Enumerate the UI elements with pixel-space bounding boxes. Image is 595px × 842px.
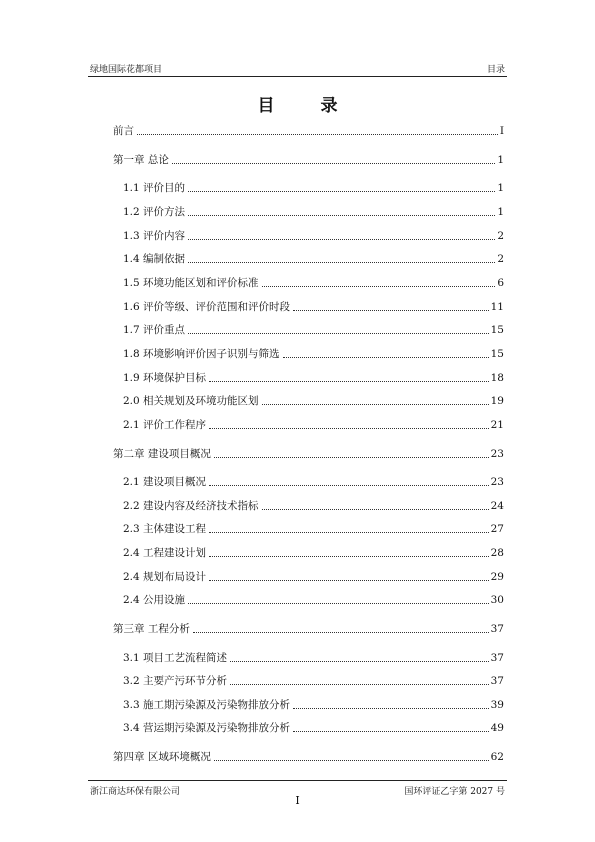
toc-section-entry[interactable] bbox=[123, 674, 504, 688]
toc-chapter-entry[interactable] bbox=[113, 447, 504, 461]
toc-section-entry[interactable] bbox=[123, 323, 504, 337]
toc-entry-title: 2.4 公用设施 bbox=[123, 594, 186, 606]
toc-entry-title: 2.4 规划布局设计 bbox=[123, 571, 207, 583]
toc-entry-title: 1.3 评价内容 bbox=[123, 230, 186, 242]
toc-page-number: 15 bbox=[490, 324, 504, 336]
toc-dot-leader bbox=[188, 215, 495, 216]
toc-entry-title: 2.2 建设内容及经济技术指标 bbox=[123, 500, 259, 512]
toc-dot-leader bbox=[262, 286, 496, 287]
toc-page-number: 18 bbox=[490, 372, 504, 384]
toc-page-number: 24 bbox=[490, 500, 504, 512]
toc-section-entry[interactable] bbox=[123, 347, 504, 361]
toc-dot-leader bbox=[283, 357, 489, 358]
toc-entry-title: 1.8 环境影响评价因子识别与筛选 bbox=[123, 348, 280, 360]
toc-dot-leader bbox=[188, 262, 495, 263]
toc-page-number: 27 bbox=[490, 523, 504, 535]
toc-page-number: 23 bbox=[490, 476, 504, 488]
toc-entry-title: 3.2 主要产污环节分析 bbox=[123, 675, 228, 687]
toc-section-entry[interactable] bbox=[123, 651, 504, 665]
toc-entry-title: 3.4 营运期污染源及污染物排放分析 bbox=[123, 722, 291, 734]
toc-page-number: 39 bbox=[490, 699, 504, 711]
toc-entry-title: 前言 bbox=[113, 125, 134, 137]
toc-page-number: 2 bbox=[497, 230, 504, 242]
toc-dot-leader bbox=[172, 163, 495, 164]
toc-section-entry[interactable] bbox=[123, 181, 504, 195]
toc-page-number: 30 bbox=[490, 594, 504, 606]
toc-page-number: 28 bbox=[490, 547, 504, 559]
toc-dot-leader bbox=[230, 661, 489, 662]
toc-section-entry[interactable] bbox=[123, 570, 504, 584]
toc-page-number: 62 bbox=[490, 751, 504, 763]
toc-page-number: 6 bbox=[497, 277, 504, 289]
toc-dot-leader bbox=[214, 760, 489, 761]
toc-page-number: 21 bbox=[490, 419, 504, 431]
toc-entry-title: 1.1 评价目的 bbox=[123, 182, 186, 194]
toc-section-entry[interactable] bbox=[123, 522, 504, 536]
toc-page-number: 15 bbox=[490, 348, 504, 360]
toc-dot-leader bbox=[188, 333, 489, 334]
footer-company-name: 浙江商达环保有限公司 bbox=[90, 787, 181, 797]
toc-page-number: 1 bbox=[497, 206, 504, 218]
toc-entry-title: 1.6 评价等级、评价范围和评价时段 bbox=[123, 301, 291, 313]
toc-section-entry[interactable] bbox=[123, 276, 504, 290]
toc-entry-title: 第一章 总论 bbox=[113, 154, 169, 166]
header-project-name: 绿地国际花都项目 bbox=[90, 65, 163, 75]
toc-section-entry[interactable] bbox=[123, 394, 504, 408]
toc-section-entry[interactable] bbox=[123, 546, 504, 560]
toc-dot-leader bbox=[293, 731, 489, 732]
toc-entry-title: 第四章 区域环境概况 bbox=[113, 751, 211, 763]
toc-dot-leader bbox=[262, 509, 489, 510]
toc-dot-leader bbox=[230, 684, 489, 685]
toc-dot-leader bbox=[188, 239, 495, 240]
toc-section-entry[interactable] bbox=[123, 300, 504, 314]
toc-dot-leader bbox=[209, 381, 489, 382]
toc-page-number: 1 bbox=[497, 182, 504, 194]
toc-dot-leader bbox=[209, 428, 489, 429]
toc-entry-title: 2.1 评价工作程序 bbox=[123, 419, 207, 431]
toc-chapter-entry[interactable] bbox=[113, 153, 504, 167]
header-section-name: 目录 bbox=[486, 65, 505, 75]
toc-entry-title: 2.3 主体建设工程 bbox=[123, 523, 207, 535]
toc-section-entry[interactable] bbox=[123, 721, 504, 735]
toc-page-number: 29 bbox=[490, 571, 504, 583]
toc-page-number: 11 bbox=[490, 301, 504, 313]
page-footer bbox=[88, 780, 507, 795]
toc-dot-leader bbox=[188, 191, 495, 192]
toc-page-number: 37 bbox=[490, 652, 504, 664]
toc-dot-leader bbox=[209, 485, 489, 486]
toc-page-number: 19 bbox=[490, 395, 504, 407]
toc-dot-leader bbox=[262, 404, 489, 405]
toc-page-number: 37 bbox=[490, 623, 504, 635]
toc-section-entry[interactable] bbox=[123, 593, 504, 607]
toc-page-number: 49 bbox=[490, 722, 504, 734]
footer-certificate-number: 国环评证乙字第 2027 号 bbox=[404, 787, 505, 797]
toc-entry-title: 1.5 环境功能区划和评价标准 bbox=[123, 277, 259, 289]
toc-dot-leader bbox=[137, 134, 498, 135]
toc-section-entry[interactable] bbox=[123, 252, 504, 266]
toc-entry-title: 1.9 环境保护目标 bbox=[123, 372, 207, 384]
page-number: I bbox=[295, 794, 300, 807]
toc-chapter-entry[interactable] bbox=[113, 124, 504, 138]
toc-page-number: 2 bbox=[497, 253, 504, 265]
toc-dot-leader bbox=[214, 457, 489, 458]
toc-dot-leader bbox=[193, 632, 489, 633]
toc-entry-title: 1.7 评价重点 bbox=[123, 324, 186, 336]
toc-entry-title: 2.1 建设项目概况 bbox=[123, 476, 207, 488]
toc-section-entry[interactable] bbox=[123, 229, 504, 243]
toc-page-number: 23 bbox=[490, 448, 504, 460]
toc-entry-title: 1.4 编制依据 bbox=[123, 253, 186, 265]
toc-entry-title: 第二章 建设项目概况 bbox=[113, 448, 211, 460]
toc-page-number: I bbox=[499, 125, 504, 137]
toc-section-entry[interactable] bbox=[123, 371, 504, 385]
toc-entry-title: 2.0 相关规划及环境功能区划 bbox=[123, 395, 259, 407]
toc-dot-leader bbox=[209, 532, 489, 533]
toc-dot-leader bbox=[209, 580, 489, 581]
toc-chapter-entry[interactable] bbox=[113, 622, 504, 636]
toc-section-entry[interactable] bbox=[123, 475, 504, 489]
toc-entry-title: 1.2 评价方法 bbox=[123, 206, 186, 218]
page-title: 目 录 bbox=[257, 96, 358, 116]
toc-chapter-entry[interactable] bbox=[113, 750, 504, 764]
toc-section-entry[interactable] bbox=[123, 698, 504, 712]
toc-dot-leader bbox=[293, 310, 489, 311]
toc-section-entry[interactable] bbox=[123, 205, 504, 219]
toc-entry-title: 3.3 施工期污染源及污染物排放分析 bbox=[123, 699, 291, 711]
toc-entry-title: 第三章 工程分析 bbox=[113, 623, 190, 635]
toc-section-entry[interactable] bbox=[123, 499, 504, 513]
toc-page-number: 1 bbox=[497, 154, 504, 166]
toc-entry-title: 3.1 项目工艺流程简述 bbox=[123, 652, 228, 664]
toc-section-entry[interactable] bbox=[123, 418, 504, 432]
toc-dot-leader bbox=[293, 708, 489, 709]
toc-dot-leader bbox=[209, 556, 489, 557]
toc-dot-leader bbox=[188, 603, 489, 604]
toc-entry-title: 2.4 工程建设计划 bbox=[123, 547, 207, 559]
toc-page-number: 37 bbox=[490, 675, 504, 687]
